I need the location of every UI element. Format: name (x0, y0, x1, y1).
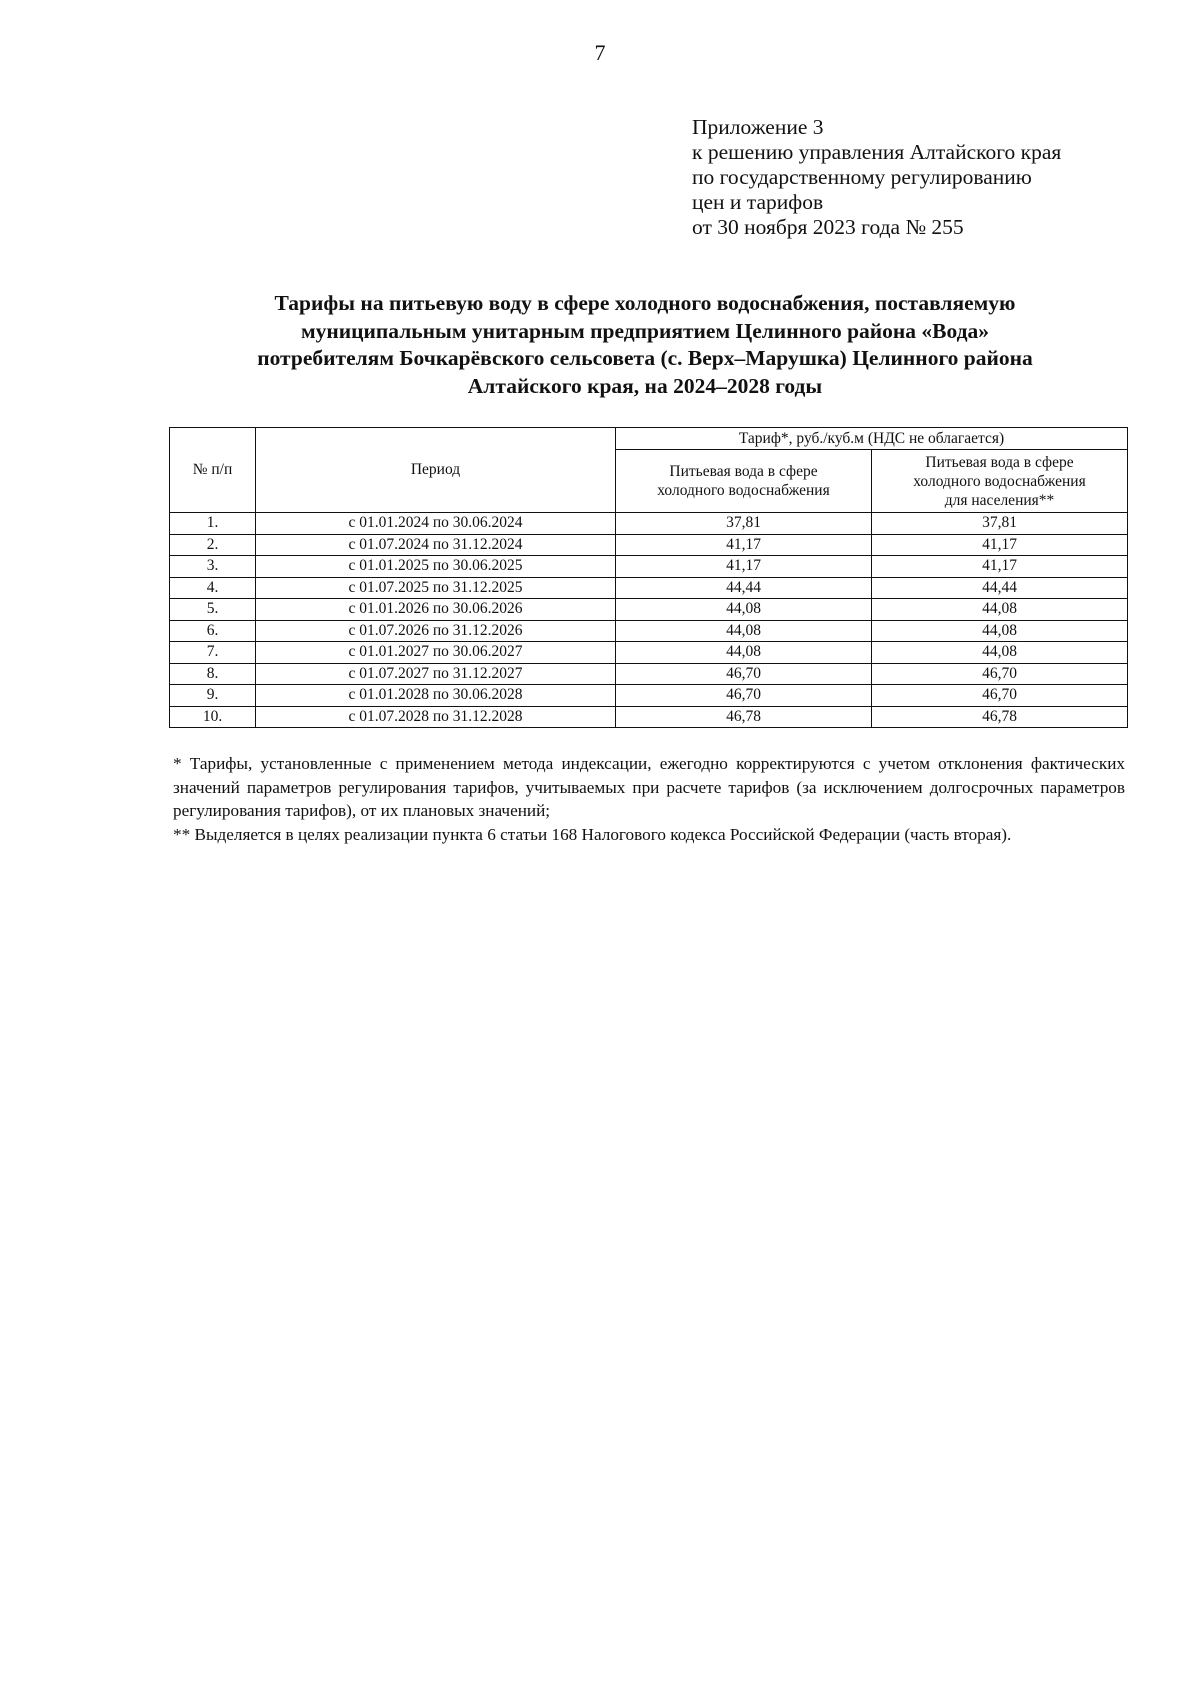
row-number: 9. (170, 685, 256, 707)
row-number: 1. (170, 513, 256, 535)
appendix-line: по государственному регулированию (692, 165, 1032, 189)
header-line: Питьевая вода в сфере (669, 463, 818, 480)
row-number: 6. (170, 620, 256, 642)
row-tariff-population: 44,44 (872, 577, 1128, 599)
appendix-line: от 30 ноября 2023 года № 255 (692, 215, 964, 239)
row-tariff-population: 37,81 (872, 513, 1128, 535)
row-number: 10. (170, 706, 256, 728)
row-tariff-population: 44,08 (872, 599, 1128, 621)
table-row (170, 663, 1128, 685)
row-tariff-cold-water: 46,70 (616, 663, 872, 685)
header-line: для населения** (944, 491, 1055, 509)
table-row (170, 706, 1128, 728)
title-line: Тарифы на питьевую воду в сфере холодного водоснабжения, поставляемую (274, 291, 1016, 315)
row-number: 2. (170, 534, 256, 556)
header-line: холодного водоснабжения (657, 482, 830, 499)
column-header-tariff-cold-water (616, 450, 872, 513)
row-period: с 01.01.2025 по 30.06.2025 (256, 556, 616, 578)
row-number: 8. (170, 663, 256, 685)
column-group-header-tariff: Тариф*, руб./куб.м (НДС не облагается) (616, 428, 1128, 450)
table-row (170, 577, 1128, 599)
row-tariff-population: 41,17 (872, 534, 1128, 556)
row-tariff-cold-water: 41,17 (616, 534, 872, 556)
row-number: 7. (170, 642, 256, 664)
row-tariff-population: 46,78 (872, 706, 1128, 728)
row-tariff-cold-water: 41,17 (616, 556, 872, 578)
row-number: 5. (170, 599, 256, 621)
column-header-tariff-population (872, 450, 1128, 513)
table-row (170, 642, 1128, 664)
header-line: Питьевая вода в сфере (925, 453, 1074, 471)
column-header-period: Период (256, 428, 616, 513)
row-tariff-cold-water: 46,70 (616, 685, 872, 707)
row-tariff-cold-water: 37,81 (616, 513, 872, 535)
table-row (170, 599, 1128, 621)
header-line: холодного водоснабжения (913, 472, 1086, 490)
footnotes (173, 752, 1125, 846)
row-tariff-cold-water: 44,08 (616, 620, 872, 642)
column-header-number: № п/п (170, 428, 256, 513)
row-tariff-cold-water: 46,78 (616, 706, 872, 728)
row-tariff-population: 46,70 (872, 685, 1128, 707)
table-row (170, 534, 1128, 556)
page-number: 7 (594, 40, 606, 65)
row-tariff-population: 44,08 (872, 642, 1128, 664)
row-number: 3. (170, 556, 256, 578)
table-row (170, 556, 1128, 578)
row-tariff-population: 41,17 (872, 556, 1128, 578)
table-row (170, 513, 1128, 535)
title-line: Алтайского края, на 2024–2028 годы (467, 373, 823, 398)
document-title (150, 290, 1140, 400)
tariff-table (169, 427, 1128, 728)
row-tariff-cold-water: 44,44 (616, 577, 872, 599)
row-period: с 01.07.2025 по 31.12.2025 (256, 577, 616, 599)
appendix-line: цен и тарифов (692, 190, 824, 214)
table-row (170, 685, 1128, 707)
row-tariff-cold-water: 44,08 (616, 642, 872, 664)
row-period: с 01.07.2026 по 31.12.2026 (256, 620, 616, 642)
title-line: потребителям Бочкарёвского сельсовета (с. Верх–Марушка) Целинного района (257, 346, 1033, 370)
row-period: с 01.01.2027 по 30.06.2027 (256, 642, 616, 664)
footnote-vat: ** Выделяется в целях реализации пункта 6 статьи 168 Налогового кодекса Российской Федерации (часть вторая). (173, 824, 1012, 844)
appendix-header (692, 115, 1162, 240)
row-tariff-population: 46,70 (872, 663, 1128, 685)
appendix-line: Приложение 3 (692, 115, 824, 139)
row-period: с 01.01.2026 по 30.06.2026 (256, 599, 616, 621)
row-period: с 01.07.2027 по 31.12.2027 (256, 663, 616, 685)
table-row (170, 620, 1128, 642)
row-period: с 01.07.2024 по 31.12.2024 (256, 534, 616, 556)
title-line: муниципальным унитарным предприятием Целинного района «Вода» (300, 318, 990, 343)
row-tariff-population: 44,08 (872, 620, 1128, 642)
row-period: с 01.01.2028 по 30.06.2028 (256, 685, 616, 707)
footnote-indexation: * Тарифы, установленные с применением метода индексации, ежегодно корректируются с учетом отклонения фактических значений параметров регулирования тарифов, учитываемых при расчете тарифов (за исключением долгосрочных параметров регулирования тарифов), от их плановых значений; (173, 754, 1125, 820)
row-number: 4. (170, 577, 256, 599)
appendix-line: к решению управления Алтайского края (692, 140, 1062, 164)
row-tariff-cold-water: 44,08 (616, 599, 872, 621)
row-period: с 01.07.2028 по 31.12.2028 (256, 706, 616, 728)
row-period: с 01.01.2024 по 30.06.2024 (256, 513, 616, 535)
